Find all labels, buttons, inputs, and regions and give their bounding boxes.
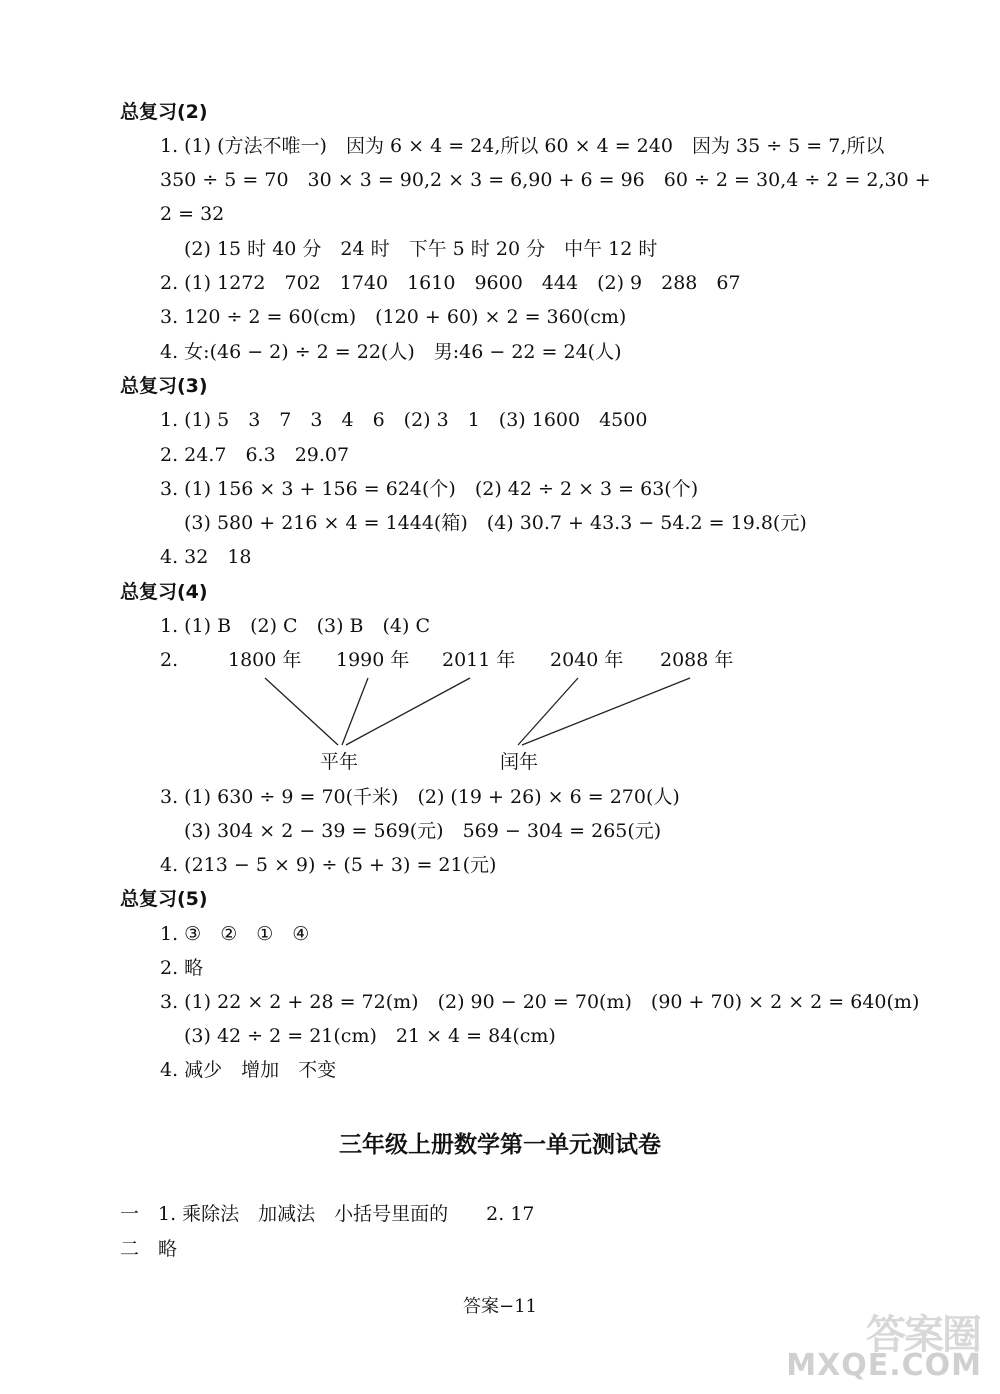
- leap-year-label: 闰年: [500, 751, 539, 773]
- year-label: 1990 年: [336, 649, 410, 671]
- watermark-mark: 答案圈: [866, 1312, 980, 1358]
- page-footer: 答案−11: [463, 1296, 537, 1317]
- answer-line: 2. 略: [160, 957, 204, 979]
- section-heading-review-2: 总复习(2): [120, 101, 208, 123]
- answer-line: (3) 304 × 2 − 39 = 569(元) 569 − 304 = 265(元): [184, 820, 662, 842]
- answer-line: 3. (1) 22 × 2 + 28 = 72(m) (2) 90 − 20 = 70(m) (90 + 70) × 2 × 2 = 640(m): [160, 991, 920, 1013]
- section-heading-review-5: 总复习(5): [120, 888, 208, 910]
- answer-line: (3) 42 ÷ 2 = 21(cm) 21 × 4 = 84(cm): [184, 1025, 556, 1047]
- answer-line: 二 略: [120, 1238, 178, 1260]
- answer-line: 4. 32 18: [160, 546, 252, 568]
- match-line: [265, 678, 338, 745]
- answer-line: 1. (1) 5 3 7 3 4 6 (2) 3 1 (3) 1600 4500: [160, 409, 648, 431]
- answer-line: 一 1. 乘除法 加减法 小括号里面的 2. 17: [120, 1203, 535, 1225]
- section-heading-review-3: 总复习(3): [120, 375, 208, 397]
- common-year-label: 平年: [320, 751, 359, 773]
- answer-line: (2) 15 时 40 分 24 时 下午 5 时 20 分 中午 12 时: [184, 238, 658, 260]
- answer-line: 4. (213 − 5 × 9) ÷ (5 + 3) = 21(元): [160, 854, 497, 876]
- watermark-url: MXQE.COM: [786, 1348, 982, 1383]
- answer-line: 3. (1) 630 ÷ 9 = 70(千米) (2) (19 + 26) × 6 = 270(人): [160, 786, 680, 808]
- year-label: 2040 年: [550, 649, 624, 671]
- answer-line: 2 = 32: [160, 203, 225, 225]
- answer-number: 2.: [160, 649, 179, 671]
- year-label: 2088 年: [660, 649, 734, 671]
- answer-line: 4. 减少 增加 不变: [160, 1059, 337, 1081]
- answer-line: 4. 女:(46 − 2) ÷ 2 = 22(人) 男:46 − 22 = 24(人): [160, 341, 622, 363]
- answer-line: 1. (1) B (2) C (3) B (4) C: [160, 615, 430, 637]
- year-label: 1800 年: [228, 649, 302, 671]
- answer-line: (3) 580 + 216 × 4 = 1444(箱) (4) 30.7 + 43.3 − 54.2 = 19.8(元): [184, 512, 807, 534]
- year-label: 2011 年: [442, 649, 516, 671]
- answer-line: 1. (1) (方法不唯一) 因为 6 × 4 = 24,所以 60 × 4 = 240 因为 35 ÷ 5 = 7,所以: [160, 135, 885, 157]
- section-heading-review-4: 总复习(4): [120, 581, 208, 603]
- answer-line: 2. 24.7 6.3 29.07: [160, 444, 350, 466]
- answer-line: 3. (1) 156 × 3 + 156 = 624(个) (2) 42 ÷ 2 × 3 = 63(个): [160, 478, 699, 500]
- answer-line: 1. ③ ② ① ④: [160, 923, 310, 945]
- answer-line: 350 ÷ 5 = 70 30 × 3 = 90,2 × 3 = 6,90 + 6 = 96 60 ÷ 2 = 30,4 ÷ 2 = 2,30 +: [160, 169, 931, 191]
- answer-line: 3. 120 ÷ 2 = 60(cm) (120 + 60) × 2 = 360(cm): [160, 306, 627, 328]
- test-title: 三年级上册数学第一单元测试卷: [339, 1132, 661, 1158]
- answer-line: 2. (1) 1272 702 1740 1610 9600 444 (2) 9 288 67: [160, 272, 741, 294]
- watermark-logo: [786, 1303, 990, 1389]
